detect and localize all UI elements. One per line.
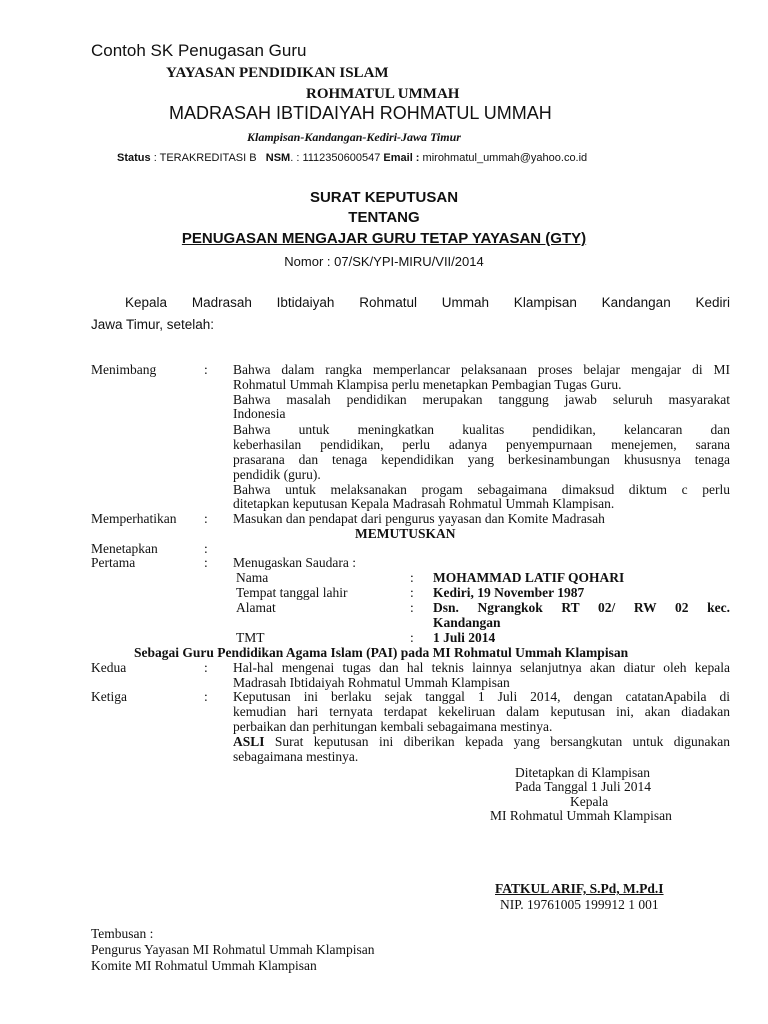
status-label: Status [117, 152, 151, 164]
ketiga-line-2: kemudian hari ternyata terdapat kekeliruan dalam keputusan ini, akan diadakan [233, 704, 730, 719]
kedua-line-2: Madrasah Ibtidaiyah Rohmatul Ummah Klampisan [233, 675, 510, 690]
menimbang-p4-line-2: ditetapkan keputusan Kepala Madrasah Rohmatul Ummah Klampisan. [233, 496, 615, 511]
signature-position: Kepala [570, 794, 609, 809]
menimbang-p2-line-1: Bahwa masalah pendidikan merupakan tanggung jawab seluruh masyarakat [233, 392, 730, 407]
menetapkan-colon: : [204, 541, 208, 556]
field-address-key: Alamat [236, 600, 276, 615]
menimbang-p3-line-1: Bahwa untuk meningkatkan kualitas pendidikan, kelancaran dan [233, 422, 730, 437]
ketiga-line-4 [233, 734, 730, 749]
signature-institution: MI Rohmatul Ummah Klampisan [490, 808, 672, 823]
field-name-colon: : [410, 570, 414, 585]
school-address: Klampisan-Kandangan-Kediri-Jawa Timur [247, 130, 461, 144]
foundation-name: YAYASAN PENDIDIKAN ISLAM [166, 65, 389, 81]
menimbang-p1-line-2: Rohmatul Ummah Klampisa perlu menetapkan Pembagian Tugas Guru. [233, 377, 622, 392]
kedua-line-1: Hal-hal mengenai tugas dan hal teknis lainnya selanjutnya akan diatur oleh kepala [233, 660, 730, 675]
field-address-colon: : [410, 600, 414, 615]
memutuskan-heading: MEMUTUSKAN [355, 526, 456, 541]
field-name-key: Nama [236, 570, 269, 585]
field-birth-value: Kediri, 19 November 1987 [433, 585, 585, 600]
signatory-name: FATKUL ARIF, S.Pd, M.Pd.I [495, 881, 664, 896]
field-birth-key: Tempat tanggal lahir [236, 585, 348, 600]
signature-place: Ditetapkan di Klampisan [515, 765, 650, 780]
field-tmt-colon: : [410, 630, 414, 645]
tembusan-item: Pengurus Yayasan MI Rohmatul Ummah Klampisan [91, 942, 375, 957]
email-value: mirohmatul_ummah@yahoo.co.id [422, 152, 588, 164]
kedua-colon: : [204, 660, 208, 675]
pertama-label: Pertama [91, 555, 136, 570]
nsm-value: . : 1112350600547 [290, 152, 381, 164]
menimbang-p2-line-2: Indonesia [233, 406, 286, 421]
nsm-label: NSM [265, 152, 291, 164]
email-label: Email : [383, 152, 420, 164]
ketiga-line-4-rest: Surat keputusan ini diberikan kepada yang bersangkutan untuk digunakan [264, 734, 730, 749]
signatory-nip: NIP. 19761005 199912 1 001 [500, 897, 659, 912]
decree-number: Nomor : 07/SK/YPI-MIRU/VII/2014 [284, 254, 484, 269]
assignment-statement: Sebagai Guru Pendidikan Agama Islam (PAI) pada MI Rohmatul Ummah Klampisan [134, 645, 629, 660]
signature-date: Pada Tanggal 1 Juli 2014 [515, 779, 652, 794]
memperhatikan-label: Memperhatikan [91, 511, 177, 526]
ketiga-line-1: Keputusan ini berlaku sejak tanggal 1 Juli 2014, dengan catatanApabila di [233, 689, 730, 704]
menetapkan-label: Menetapkan [91, 541, 158, 556]
asli-keyword: ASLI [233, 734, 265, 749]
ketiga-line-3: perbaikan dan perhitungan kembali sebagaimana mestinya. [233, 719, 553, 734]
ketiga-colon: : [204, 689, 208, 704]
decree-title: SURAT KEPUTUSAN [309, 189, 459, 206]
menimbang-p4-line-1: Bahwa untuk melaksanakan progam sebagaimana dimaksud diktum c perlu [233, 482, 730, 497]
field-tmt-value: 1 Juli 2014 [433, 630, 496, 645]
field-address-value-2: Kandangan [433, 615, 501, 630]
document-title: Contoh SK Penugasan Guru [91, 41, 307, 60]
field-birth-colon: : [410, 585, 414, 600]
menimbang-p3-line-4: pendidik (guru). [233, 467, 321, 482]
school-info-line [117, 152, 587, 164]
foundation-name-2: ROHMATUL UMMAH [306, 86, 460, 102]
tembusan-label: Tembusan : [91, 926, 154, 941]
kedua-label: Kedua [91, 660, 127, 675]
menimbang-colon: : [204, 362, 208, 377]
ketiga-label: Ketiga [91, 689, 127, 704]
intro-line-1: Kepala Madrasah Ibtidaiyah Rohmatul Ummah Klampisan Kandangan Kediri [125, 295, 730, 310]
decree-subject: PENUGASAN MENGAJAR GURU TETAP YAYASAN (GTY) [181, 230, 587, 247]
pertama-colon: : [204, 555, 208, 570]
pertama-intro: Menugaskan Saudara : [233, 555, 356, 570]
school-name: MADRASAH IBTIDAIYAH ROHMATUL UMMAH [169, 103, 552, 123]
menimbang-p3-line-3: prasarana dan tenaga kependidikan yang berkesinambungan khususnya tenaga [233, 452, 730, 467]
menimbang-p1-line-1: Bahwa dalam rangka memperlancar pelaksanaan proses belajar mengajar di MI [233, 362, 730, 377]
intro-line-2: Jawa Timur, setelah: [91, 317, 215, 332]
field-tmt-key: TMT [236, 630, 265, 645]
memperhatikan-colon: : [204, 511, 208, 526]
field-name-value: MOHAMMAD LATIF QOHARI [433, 570, 625, 585]
memperhatikan-text: Masukan dan pendapat dari pengurus yayasan dan Komite Madrasah [233, 511, 605, 526]
field-address-value: Dsn. Ngrangkok RT 02/ RW 02 kec. [433, 600, 730, 615]
status-value: : TERAKREDITASI B [153, 152, 257, 164]
decree-about: TENTANG [348, 209, 420, 226]
menimbang-label: Menimbang [91, 362, 157, 377]
menimbang-p3-line-2: keberhasilan pendidikan, perlu adanya penyempurnaan menejemen, sarana [233, 437, 730, 452]
tembusan-item: Komite MI Rohmatul Ummah Klampisan [91, 958, 317, 973]
ketiga-line-5: sebagaimana mestinya. [233, 749, 359, 764]
